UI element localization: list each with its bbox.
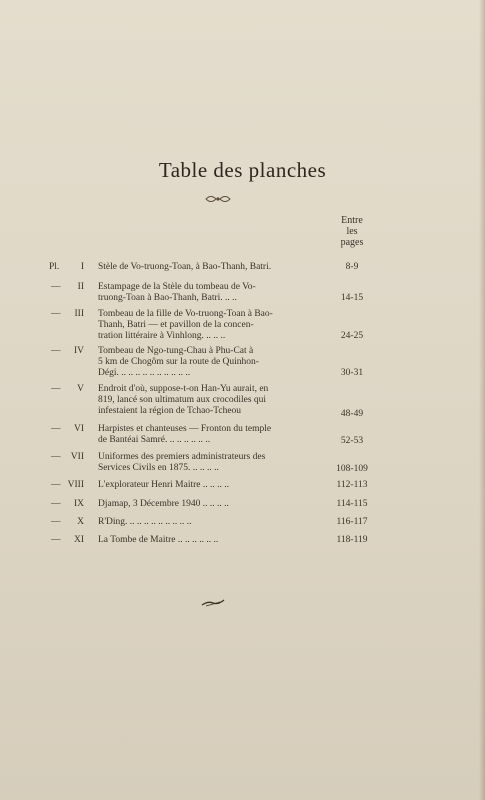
plate-prefix: —	[51, 384, 61, 394]
column-header-line: pages	[340, 237, 364, 248]
plate-prefix: —	[51, 424, 61, 434]
page-title: Table des planches	[158, 158, 327, 182]
plate-roman: VI	[73, 424, 84, 434]
plate-pages: 116-117	[336, 517, 368, 527]
plate-roman: II	[77, 282, 84, 292]
plate-description: La Tombe de Maitre .. .. .. .. .. ..	[98, 535, 219, 545]
plate-roman: VIII	[67, 480, 84, 490]
plate-description: Uniformes des premiers administrateurs des Services Civils en 1875. .. .. .. ..	[98, 452, 266, 473]
plate-prefix: —	[51, 480, 61, 490]
plate-pages: 114-115	[336, 499, 368, 509]
plate-prefix: —	[51, 452, 61, 462]
plate-prefix: —	[51, 499, 61, 509]
page-edge-shadow	[479, 0, 485, 800]
plate-prefix: —	[51, 535, 61, 545]
plate-pages: 48-49	[340, 409, 364, 419]
plate-description: Stèle de Vo-truong-Toan, à Bao-Thanh, Batri.	[98, 262, 272, 272]
plate-roman: IX	[73, 499, 84, 509]
plate-roman: X	[77, 517, 84, 527]
column-header-pages	[326, 215, 378, 248]
plate-description: Harpistes et chanteuses — Fronton du temple de Bantéai Samré. .. .. .. .. .. ..	[98, 424, 272, 445]
plate-description: R'Ding. .. .. .. .. .. .. .. .. ..	[98, 517, 192, 527]
plate-prefix: —	[51, 346, 61, 356]
plate-description: Estampage de la Stèle du tombeau de Vo- truong-Toan à Bao-Thanh, Batri. .. ..	[98, 282, 256, 303]
plate-pages: 112-113	[336, 480, 368, 490]
plate-roman: I	[80, 262, 84, 272]
plate-roman: V	[77, 384, 84, 394]
plate-pages: 108-109	[336, 464, 368, 474]
plate-pages: 24-25	[340, 331, 364, 341]
plate-description: L'explorateur Henri Maitre .. .. .. ..	[98, 480, 229, 490]
fleuron-ornament-icon	[204, 193, 232, 205]
plate-description: Tombeau de la fille de Vo-truong-Toan à Bao- Thanh, Batri — et pavillon de la concen- tration littéraire à Vinhlong. .. .. ..	[98, 309, 273, 341]
plate-pages: 8-9	[345, 262, 359, 272]
column-header-line: les	[346, 226, 358, 237]
plate-pages: 14-15	[340, 293, 364, 303]
plate-prefix: Pl.	[49, 262, 60, 272]
tail-ornament-icon	[200, 598, 226, 608]
plate-roman: IV	[73, 346, 84, 356]
plate-pages: 52-53	[340, 436, 364, 446]
plate-pages: 30-31	[340, 368, 364, 378]
plate-roman: VII	[70, 452, 84, 462]
plate-pages: 118-119	[336, 535, 368, 545]
plate-description: Tombeau de Ngo-tung-Chau à Phu-Cat à 5 km de Chogôm sur la route de Quinhon- Dégi. .. .. .. .. .. .. .. .. .. ..	[98, 346, 259, 378]
plate-prefix: —	[51, 282, 61, 292]
plate-prefix: —	[51, 517, 61, 527]
plate-description: Endroit d'où, suppose-t-on Han-Yu aurait, en 819, lancé son ultimatum aux crocodiles qui infestaient la région de Tchao-Tcheou	[98, 384, 269, 416]
plate-prefix: —	[51, 309, 61, 319]
plate-roman: III	[74, 309, 84, 319]
column-header-line: Entre	[341, 215, 363, 226]
plate-roman: XI	[73, 535, 84, 545]
plate-description: Djamap, 3 Décembre 1940 .. .. .. ..	[98, 499, 229, 509]
